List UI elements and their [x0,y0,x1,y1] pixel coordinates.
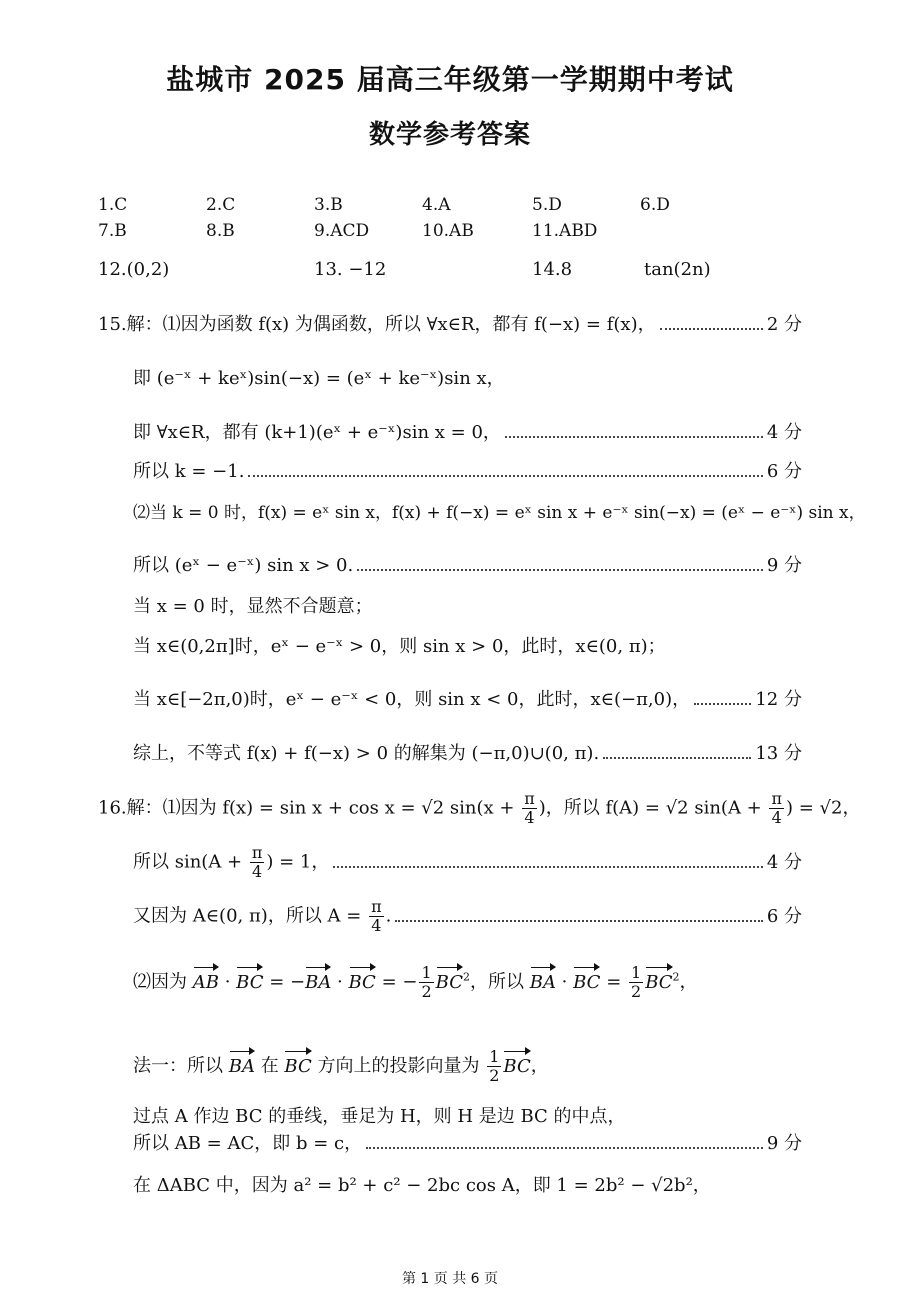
score: 13 分 [755,743,802,764]
q15-line-5: ⑵当 k = 0 时，f(x) = eˣ sin x，f(x) + f(−x) = eˣ sin x + e⁻ˣ sin(−x) = (eˣ − e⁻ˣ) sin x， [133,503,866,523]
fraction-pi-over-4: $\frac{\pi}{4}$ [371,897,382,935]
q15-line-1: 15.解：⑴因为函数 f(x) 为偶函数，所以 ∀x∈R，都有 f(−x) = f(x)， 2 分 [98,312,802,338]
q16-line-2: 所以 sin(A + $\frac{\pi}{4}$ ) = 1， 4 分 [133,843,802,881]
q16-line-3: 又因为 A∈(0, π)，所以 A = $\frac{\pi}{4}$ . 6 分 [133,897,802,935]
fraction-pi-over-4: $\frac{\pi}{4}$ [771,789,782,827]
score: 4 分 [766,422,802,443]
q16-line-8: 在 ΔABC 中，因为 a² = b² + c² − 2bc cos A，即 1 = 2b² − √2b²， [133,1175,711,1196]
q16-line-4: ⑵因为 AB · BC = −BA · BC = − $\frac{1}{2}$ $BC^2$，所以 BA · BC = $\frac{1}{2}$ $BC^2$， [133,963,698,1001]
vector-BC: BC [236,970,263,996]
q15-line-9: 当 x∈[−2π,0)时，eˣ − e⁻ˣ < 0，则 sin x < 0，此时，x∈(−π,0)， 12 分 [133,687,802,713]
score: 9 分 [766,1133,802,1154]
score: 6 分 [766,905,802,927]
q16-line-7: 所以 AB = AC，即 b = c， 9 分 [133,1131,802,1157]
answer-3: 3.B [314,195,343,215]
answer-6: 6.D [640,195,670,215]
fraction-one-half: $\frac{1}{2}$ [489,1047,500,1085]
score: 4 分 [766,851,802,873]
vector-BA: BA [229,1054,255,1080]
answer-7: 7.B [98,221,127,241]
q15-line-6: 所以 (eˣ − e⁻ˣ) sin x > 0. 9 分 [133,553,802,579]
answer-14-second: tan(2n) [644,259,711,280]
answer-11: 11.ABD [532,221,598,241]
fraction-one-half: $\frac{1}{2}$ [631,963,642,1001]
q16-line-6: 过点 A 作边 BC 的垂线，垂足为 H，则 H 是边 BC 的中点， [133,1106,626,1127]
answer-1: 1.C [98,195,128,215]
answer-10: 10.AB [422,221,474,241]
vector-BC: BC [573,970,600,996]
vector-AB: AB [193,970,219,996]
q16-line-1: 16.解：⑴因为 f(x) = sin x + cos x = √2 sin(x + $\frac{\pi}{4}$ )，所以 f(A) = √2 sin(A + $\frac{\pi}{4}$ ) = √2， [98,789,861,827]
vector-BC: BC [436,970,463,996]
answer-13: 13. −12 [314,259,387,280]
q15-line-7: 当 x = 0 时，显然不合题意； [133,596,373,617]
q15-line-4: 所以 k = −1. 6 分 [133,459,802,485]
answer-14: 14.8 [532,259,573,280]
score: 9 分 [766,555,802,576]
vector-BA: BA [530,970,556,996]
vector-BC: BC [284,1054,311,1080]
q15-line-3: 即 ∀x∈R，都有 (k+1)(eˣ + e⁻ˣ)sin x = 0， 4 分 [133,420,802,446]
answer-12: 12.(0,2) [98,259,170,280]
q15-line-10: 综上，不等式 f(x) + f(−x) > 0 的解集为 (−π,0)∪(0, π). 13 分 [133,741,802,767]
score: 2 分 [766,314,802,335]
q15-line-2: 即 (e⁻ˣ + keˣ)sin(−x) = (eˣ + ke⁻ˣ)sin x， [133,368,505,389]
vector-BC: BC [645,970,672,996]
answer-8: 8.B [206,221,235,241]
score: 12 分 [755,689,802,710]
score: 6 分 [766,461,802,482]
vector-BA: BA [305,970,331,996]
vector-BC: BC [349,970,376,996]
answer-5: 5.D [532,195,562,215]
vector-BC: BC [503,1054,530,1080]
answer-4: 4.A [422,195,451,215]
answer-2: 2.C [206,195,236,215]
page-footer: 第 1 页 共 6 页 [401,1271,499,1287]
answer-9: 9.ACD [314,221,370,241]
page-title: 盐城市 2025 届高三年级第一学期期中考试 [166,63,734,96]
fraction-pi-over-4: $\frac{\pi}{4}$ [251,843,263,881]
fraction-one-half: $\frac{1}{2}$ [421,963,432,1001]
q15-line-8: 当 x∈(0,2π]时，eˣ − e⁻ˣ > 0，则 sin x > 0，此时，x∈(0, π)； [133,636,666,657]
page-subtitle: 数学参考答案 [368,120,531,150]
q16-line-5: 法一：所以 BA 在 BC 方向上的投影向量为 $\frac{1}{2}$ BC， [133,1047,549,1085]
fraction-pi-over-4: $\frac{\pi}{4}$ [524,789,535,827]
